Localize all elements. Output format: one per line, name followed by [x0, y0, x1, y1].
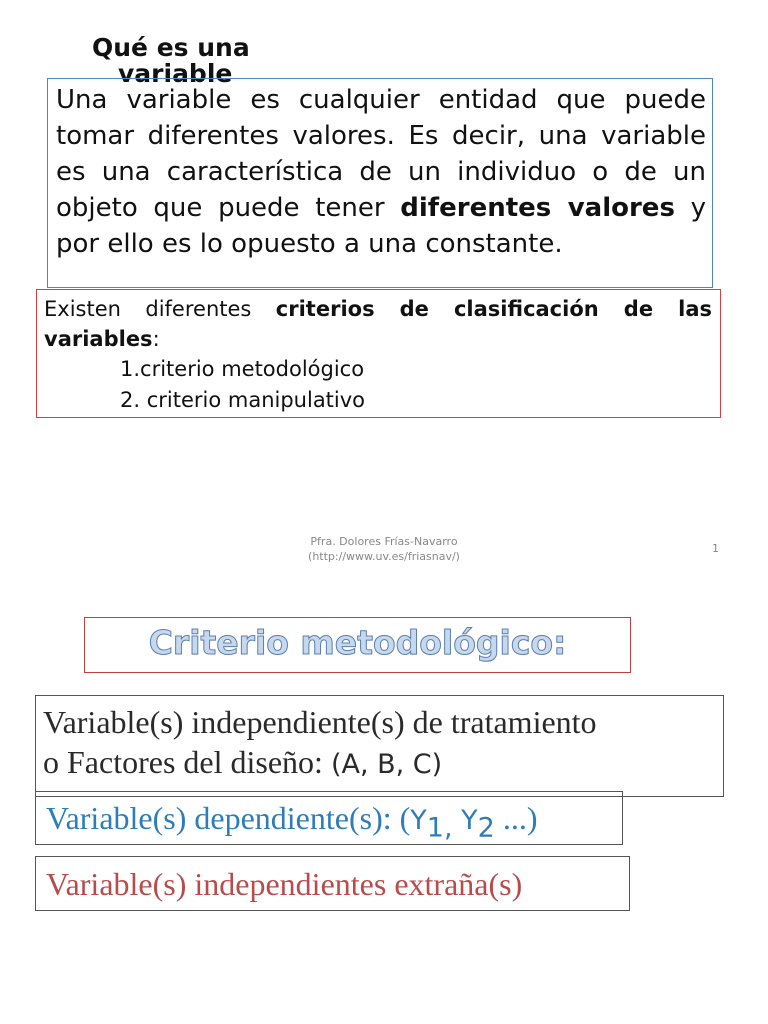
section-heading: Criterio metodológico: [148, 623, 567, 662]
footer-url: (http://www.uv.es/friasnav/) [308, 550, 460, 563]
extraneous-variable-text: Variable(s) independientes extraña(s) [46, 866, 523, 902]
definition-part-1: Una variable es cualquier entidad que puede tomar diferentes valores. Es decir, una variable es una característica de un individuo o de un objeto que puede tener [56, 85, 706, 223]
criteria-item: 2. criterio manipulativo [120, 388, 366, 412]
page-number: 1 [712, 542, 719, 555]
criteria-list [120, 354, 365, 416]
dependent-prefix: Variable(s) dependiente(s): ( [46, 800, 411, 836]
independent-line-2-prefix: o Factores del diseño: [43, 744, 331, 780]
criteria-intro-text: Existen diferentes [44, 297, 276, 321]
independent-line-2 [43, 742, 723, 785]
slide-footer [250, 534, 518, 564]
dependent-sub-2: 2 [477, 812, 495, 844]
dependent-sub-1: 1, [426, 812, 453, 844]
footer-author: Pfra. Dolores Frías-Navarro [310, 535, 458, 548]
title-line-2: variable [118, 59, 233, 88]
factor-letters: (A, B, C) [330, 749, 443, 780]
dependent-y1: Y [410, 805, 427, 836]
criteria-bold: criterios de clasificación de las variables [44, 297, 713, 351]
criteria-intro [44, 294, 712, 354]
definition-part-2: y por ello es lo opuesto a una constante. [56, 193, 706, 259]
criteria-item: 1.criterio metodológico [120, 357, 365, 381]
criteria-colon: : [152, 327, 160, 351]
independent-variable-text [43, 702, 723, 785]
independent-line-1: Variable(s) independiente(s) de tratamiento [43, 704, 597, 740]
title-line-1: Qué es una [92, 33, 250, 62]
definition-text [56, 82, 706, 262]
dependent-y2: Y [452, 805, 478, 836]
dependent-suffix: ...) [494, 800, 538, 836]
dependent-variable-text [46, 798, 537, 848]
definition-bold: diferentes valores [400, 193, 675, 223]
